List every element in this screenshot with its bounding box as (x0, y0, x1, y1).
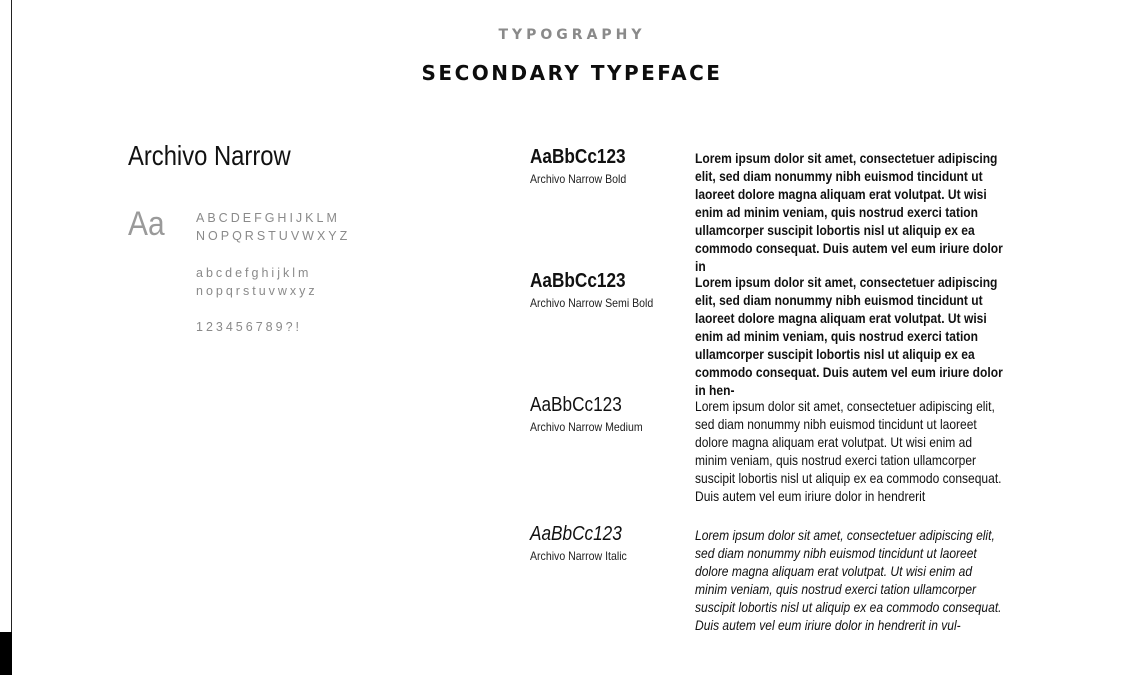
aa-glyph-sample: Aa (128, 205, 165, 243)
weight-sample-semibold (530, 270, 670, 310)
uppercase-line-1: ABCDEFGHIJKLM (196, 211, 340, 225)
weight-label: Archivo Narrow Bold (530, 172, 627, 186)
page-edge-line (11, 0, 12, 632)
weight-sample-bold (530, 146, 641, 186)
section-kicker: TYPOGRAPHY (498, 27, 646, 43)
page-edge-block (0, 632, 12, 675)
sample-glyphs: AaBbCc123 (530, 270, 626, 292)
lowercase-line-2: nopqrstuvwxyz (196, 284, 318, 298)
lowercase-line-1: abcdefghijklm (196, 266, 312, 280)
weight-label: Archivo Narrow Italic (530, 549, 627, 563)
numerals-line: 123456789?! (196, 320, 302, 334)
typeface-name: Archivo Narrow (128, 140, 291, 171)
weight-label: Archivo Narrow Semi Bold (530, 296, 654, 310)
uppercase-line-2: NOPQRSTUVWXYZ (196, 229, 351, 243)
lorem-paragraph-italic: Lorem ipsum dolor sit amet, consectetuer adipiscing elit, sed diam nonummy nibh euismod tincidunt ut laoreet dolore magna aliquam erat volutpat. Ut wisi enim ad minim veniam, quis nostrud exerci tation ullamcorper suscipit lobortis nisl ut aliquip ex ea commodo consequat. Duis autem vel eum iriure dolor in hendrerit in vul- (695, 527, 1002, 633)
page-title: SECONDARY TYPEFACE (421, 61, 723, 85)
weight-sample-medium (530, 394, 658, 434)
weight-label: Archivo Narrow Medium (530, 420, 643, 434)
sample-glyphs: AaBbCc123 (530, 523, 622, 545)
weight-sample-italic (530, 523, 640, 563)
lorem-paragraph-medium: Lorem ipsum dolor sit amet, consectetuer adipiscing elit, sed diam nonummy nibh euismod tincidunt ut laoreet dolore magna aliquam erat volutpat. Ut wisi enim ad minim veniam, quis nostrud exerci tation ullamcorper suscipit lobortis nisl ut aliquip ex ea commodo consequat. Duis autem vel eum iriure dolor in hendrerit (695, 398, 1002, 504)
lorem-paragraph-bold: Lorem ipsum dolor sit amet, consectetuer adipiscing elit, sed diam nonummy nibh euismod tincidunt ut laoreet dolore magna aliquam erat volutpat. Ut wisi enim ad minim veniam, quis nostrud exerci tation ullamcorper suscipit lobortis nisl ut aliquip ex ea commodo consequat. Duis autem vel eum iriure dolor in (695, 150, 1003, 274)
lorem-paragraph-semibold: Lorem ipsum dolor sit amet, consectetuer adipiscing elit, sed diam nonummy nibh euismod tincidunt ut laoreet dolore magna aliquam erat volutpat. Ut wisi enim ad minim veniam, quis nostrud exerci tation ullamcorper suscipit lobortis nisl ut aliquip ex ea commodo consequat. Duis autem vel eum iriure dolor in hen- (695, 274, 1003, 398)
sample-glyphs: AaBbCc123 (530, 394, 622, 416)
sample-glyphs: AaBbCc123 (530, 146, 626, 168)
